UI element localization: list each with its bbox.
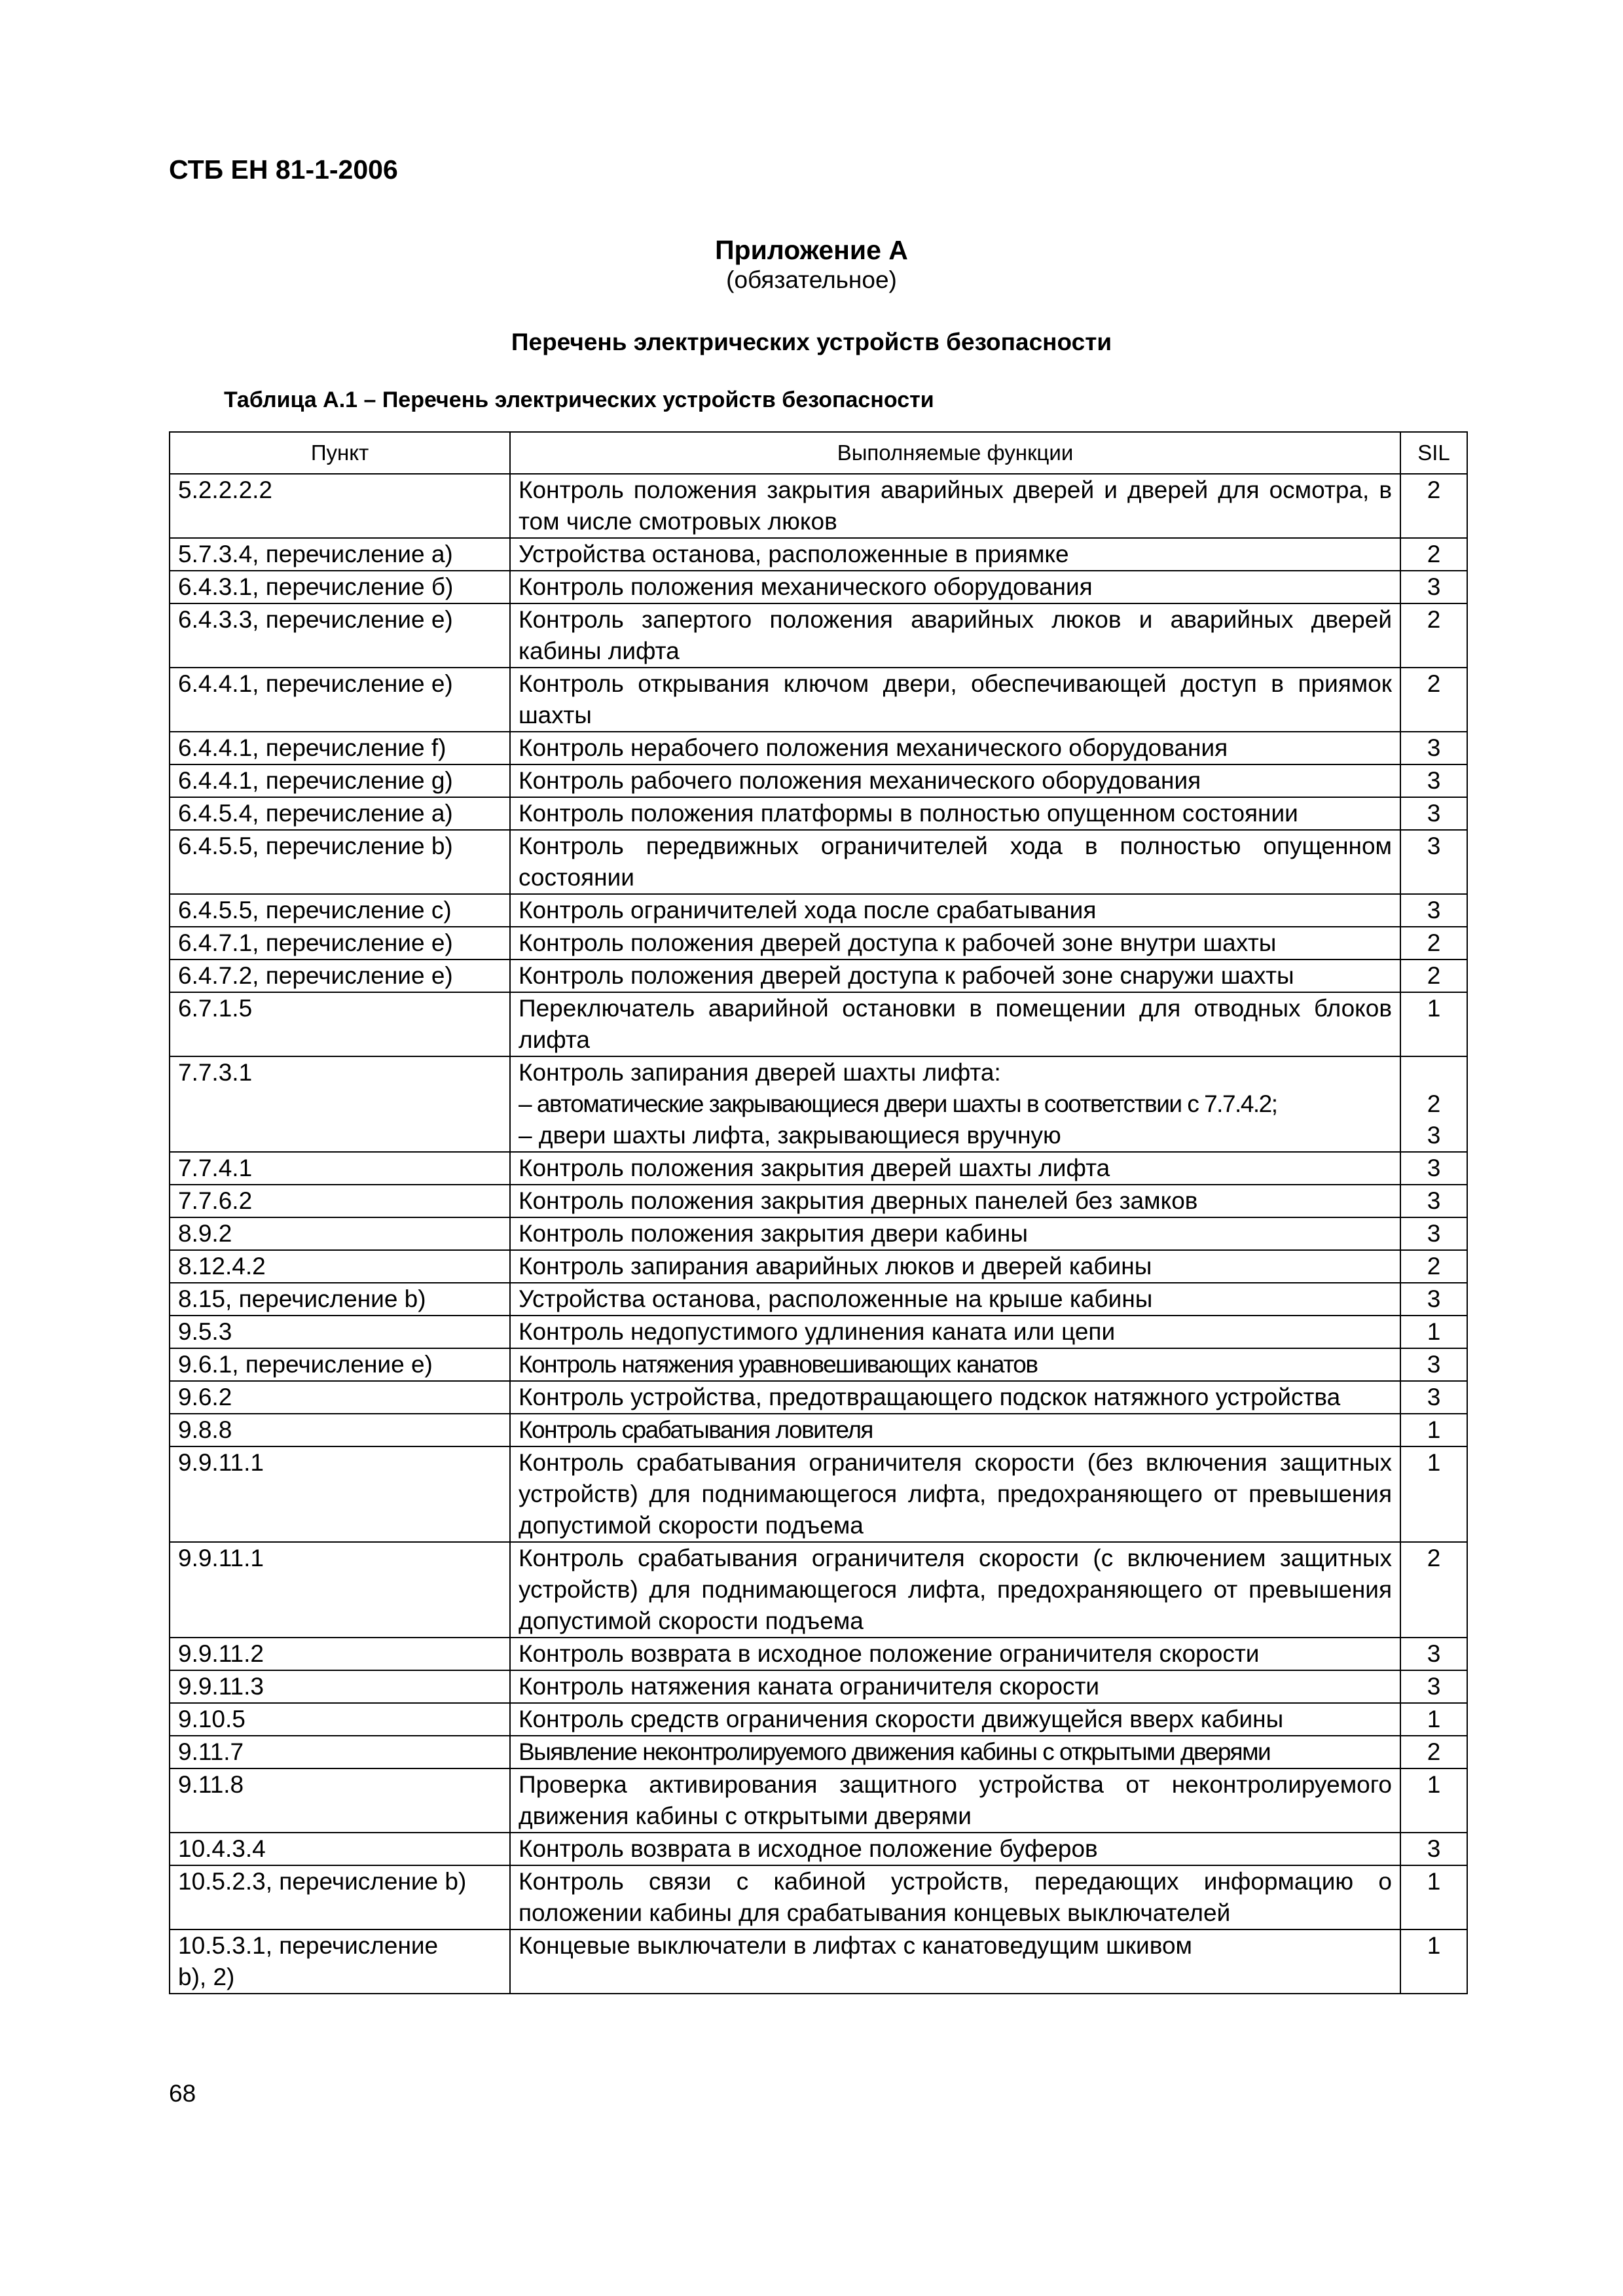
- table-row: [170, 1381, 1467, 1414]
- cell-sil: 3: [1400, 1638, 1467, 1670]
- cell-function: Контроль положения закрытия дверных панелей без замков: [510, 1185, 1400, 1217]
- cell-point: 9.9.11.2: [170, 1638, 510, 1670]
- cell-function: Концевые выключатели в лифтах с канатоведущим шкивом: [510, 1929, 1400, 1994]
- table-caption: Таблица А.1 – Перечень электрических устройств безопасности: [224, 387, 934, 412]
- cell-sil: 3: [1400, 894, 1467, 927]
- table-row: [170, 960, 1467, 992]
- table-row: [170, 1348, 1467, 1381]
- table-row: [170, 1283, 1467, 1316]
- cell-point: 8.9.2: [170, 1217, 510, 1250]
- cell-sil: 3: [1400, 764, 1467, 797]
- cell-function: Контроль возврата в исходное положение буферов: [510, 1833, 1400, 1865]
- cell-point: 10.4.3.4: [170, 1833, 510, 1865]
- page-number: 68: [169, 2080, 196, 2107]
- table-row: [170, 764, 1467, 797]
- table-row: [170, 1446, 1467, 1542]
- cell-sil: 2: [1400, 1250, 1467, 1283]
- table-row: [170, 894, 1467, 927]
- cell-function: Контроль недопустимого удлинения каната или цепи: [510, 1316, 1400, 1348]
- column-header-function: Выполняемые функции: [510, 432, 1400, 474]
- cell-sil: 2: [1400, 668, 1467, 732]
- cell-function: Контроль положения закрытия аварийных дверей и дверей для осмотра, в том числе смотровых люков: [510, 474, 1400, 538]
- cell-sil: 3: [1400, 1152, 1467, 1185]
- cell-point: 5.2.2.2.2: [170, 474, 510, 538]
- annex-title: Приложение А: [715, 235, 908, 265]
- cell-point: 6.4.3.1, перечисление б): [170, 571, 510, 603]
- cell-function-line: – автоматические закрывающиеся двери шахты в соответствии с 7.7.4.2;: [519, 1090, 1277, 1117]
- cell-sil: 1: [1400, 992, 1467, 1056]
- cell-point: 6.4.5.5, перечисление с): [170, 894, 510, 927]
- cell-function: Контроль срабатывания ограничителя скорости (с включением защитных устройств) для поднимающегося лифта, предохраняющего от превышения допустимой скорости подъема: [510, 1542, 1400, 1638]
- table-row: [170, 1638, 1467, 1670]
- cell-point-line: b), 2): [178, 1964, 235, 1990]
- cell-sil: 3: [1400, 1381, 1467, 1414]
- cell-sil: 2: [1400, 960, 1467, 992]
- table-row: [170, 1316, 1467, 1348]
- cell-sil: 2: [1400, 1542, 1467, 1638]
- safety-devices-table: [169, 431, 1468, 1994]
- table-row: [170, 1768, 1467, 1833]
- cell-sil: 1: [1400, 1414, 1467, 1446]
- table-row: [170, 1865, 1467, 1929]
- cell-point: 6.4.7.2, перечисление е): [170, 960, 510, 992]
- annex-subtitle: (обязательное): [726, 266, 897, 293]
- cell-point: 6.4.4.1, перечисление g): [170, 764, 510, 797]
- cell-function: [510, 1056, 1400, 1152]
- cell-sil: 3: [1400, 1670, 1467, 1703]
- cell-sil-line: 2: [1427, 1090, 1441, 1117]
- cell-point: 9.9.11.1: [170, 1446, 510, 1542]
- document-code: СТБ ЕН 81-1-2006: [169, 154, 398, 185]
- table-row: [170, 1414, 1467, 1446]
- table-row: [170, 1670, 1467, 1703]
- cell-point: 9.6.2: [170, 1381, 510, 1414]
- cell-function: Контроль положения механического оборудования: [510, 571, 1400, 603]
- cell-point: 6.4.5.4, перечисление а): [170, 797, 510, 830]
- table-row: [170, 732, 1467, 764]
- cell-function-line: Контроль запирания дверей шахты лифта:: [519, 1059, 1001, 1086]
- cell-function: Контроль положения дверей доступа к рабочей зоне внутри шахты: [510, 927, 1400, 960]
- cell-point: 9.11.7: [170, 1736, 510, 1768]
- table-row: [170, 830, 1467, 894]
- cell-function: Контроль передвижных ограничителей хода в полностью опущенном состоянии: [510, 830, 1400, 894]
- cell-point: 6.4.3.3, перечисление е): [170, 603, 510, 668]
- cell-sil: 2: [1400, 538, 1467, 571]
- cell-function: Контроль положения дверей доступа к рабочей зоне снаружи шахты: [510, 960, 1400, 992]
- cell-function: Контроль ограничителей хода после срабатывания: [510, 894, 1400, 927]
- cell-function: Выявление неконтролируемого движения кабины с открытыми дверями: [510, 1736, 1400, 1768]
- cell-function: Контроль средств ограничения скорости движущейся вверх кабины: [510, 1703, 1400, 1736]
- cell-sil: 1: [1400, 1316, 1467, 1348]
- cell-function: Устройства останова, расположенные в приямке: [510, 538, 1400, 571]
- table-row: [170, 668, 1467, 732]
- cell-function: Контроль запирания аварийных люков и дверей кабины: [510, 1250, 1400, 1283]
- table-row: [170, 1056, 1467, 1152]
- cell-function: Контроль срабатывания ловителя: [510, 1414, 1400, 1446]
- cell-sil: 1: [1400, 1703, 1467, 1736]
- cell-point-line: 10.5.3.1, перечисление: [178, 1932, 439, 1959]
- cell-point: 10.5.2.3, перечисление b): [170, 1865, 510, 1929]
- cell-function: Контроль устройства, предотвращающего подскок натяжного устройства: [510, 1381, 1400, 1414]
- table-row: [170, 992, 1467, 1056]
- cell-sil: 2: [1400, 603, 1467, 668]
- cell-function: Контроль открывания ключом двери, обеспечивающей доступ в приямок шахты: [510, 668, 1400, 732]
- table-row: [170, 1250, 1467, 1283]
- cell-function: Контроль возврата в исходное положение ограничителя скорости: [510, 1638, 1400, 1670]
- cell-point: 6.4.4.1, перечисление f): [170, 732, 510, 764]
- cell-point: 7.7.3.1: [170, 1056, 510, 1152]
- cell-sil: 1: [1400, 1768, 1467, 1833]
- table-row: [170, 1736, 1467, 1768]
- cell-point: 8.15, перечисление b): [170, 1283, 510, 1316]
- cell-function: Контроль положения закрытия двери кабины: [510, 1217, 1400, 1250]
- cell-function: Контроль натяжения уравновешивающих канатов: [510, 1348, 1400, 1381]
- column-header-sil: SIL: [1400, 432, 1467, 474]
- table-row: [170, 538, 1467, 571]
- table-row: [170, 603, 1467, 668]
- cell-point: 9.11.8: [170, 1768, 510, 1833]
- table-header-row: [170, 432, 1467, 474]
- cell-sil: 3: [1400, 830, 1467, 894]
- cell-point: 6.4.4.1, перечисление е): [170, 668, 510, 732]
- cell-function: Устройства останова, расположенные на крыше кабины: [510, 1283, 1400, 1316]
- table-body: [170, 474, 1467, 1994]
- table-row: [170, 797, 1467, 830]
- cell-sil: 3: [1400, 1348, 1467, 1381]
- cell-point: 8.12.4.2: [170, 1250, 510, 1283]
- table-row: [170, 1703, 1467, 1736]
- table-row: [170, 1833, 1467, 1865]
- cell-sil: 2: [1400, 474, 1467, 538]
- cell-function: Переключатель аварийной остановки в помещении для отводных блоков лифта: [510, 992, 1400, 1056]
- cell-point: 6.4.7.1, перечисление е): [170, 927, 510, 960]
- cell-sil: 2: [1400, 927, 1467, 960]
- cell-function: Контроль нерабочего положения механического оборудования: [510, 732, 1400, 764]
- cell-function: Контроль запертого положения аварийных люков и аварийных дверей кабины лифта: [510, 603, 1400, 668]
- list-title: Перечень электрических устройств безопасности: [511, 329, 1112, 355]
- cell-point: 9.9.11.3: [170, 1670, 510, 1703]
- cell-sil: 1: [1400, 1929, 1467, 1994]
- cell-point: 5.7.3.4, перечисление а): [170, 538, 510, 571]
- cell-sil-line: 3: [1427, 1122, 1441, 1149]
- cell-point: 9.5.3: [170, 1316, 510, 1348]
- column-header-point: Пункт: [170, 432, 510, 474]
- table-row: [170, 1185, 1467, 1217]
- table-row: [170, 1152, 1467, 1185]
- cell-function: Контроль натяжения каната ограничителя скорости: [510, 1670, 1400, 1703]
- table-row: [170, 1929, 1467, 1994]
- annex-heading: [0, 234, 1623, 295]
- cell-point: [170, 1929, 510, 1994]
- cell-function: Контроль рабочего положения механического оборудования: [510, 764, 1400, 797]
- cell-sil: 2: [1400, 1736, 1467, 1768]
- cell-sil: 3: [1400, 1217, 1467, 1250]
- cell-point: 7.7.4.1: [170, 1152, 510, 1185]
- cell-point: 9.8.8: [170, 1414, 510, 1446]
- cell-sil: 1: [1400, 1446, 1467, 1542]
- cell-point: 9.9.11.1: [170, 1542, 510, 1638]
- table-row: [170, 927, 1467, 960]
- cell-function: Контроль связи с кабиной устройств, передающих информацию о положении кабины для срабатывания концевых выключателей: [510, 1865, 1400, 1929]
- table-row: [170, 1542, 1467, 1638]
- cell-sil: 3: [1400, 732, 1467, 764]
- cell-sil: 3: [1400, 797, 1467, 830]
- cell-function: Проверка активирования защитного устройства от неконтролируемого движения кабины с открытыми дверями: [510, 1768, 1400, 1833]
- table-row: [170, 1217, 1467, 1250]
- cell-sil: 3: [1400, 1185, 1467, 1217]
- cell-sil: 1: [1400, 1865, 1467, 1929]
- table-row: [170, 571, 1467, 603]
- cell-point: 6.7.1.5: [170, 992, 510, 1056]
- cell-sil: 3: [1400, 1283, 1467, 1316]
- cell-function: Контроль срабатывания ограничителя скорости (без включения защитных устройств) для поднимающегося лифта, предохраняющего от превышения допустимой скорости подъема: [510, 1446, 1400, 1542]
- cell-point: 9.6.1, перечисление е): [170, 1348, 510, 1381]
- cell-sil: 3: [1400, 571, 1467, 603]
- cell-point: 7.7.6.2: [170, 1185, 510, 1217]
- cell-sil: 3: [1400, 1833, 1467, 1865]
- cell-point: 9.10.5: [170, 1703, 510, 1736]
- cell-function: Контроль положения закрытия дверей шахты лифта: [510, 1152, 1400, 1185]
- table-row: [170, 474, 1467, 538]
- cell-function: Контроль положения платформы в полностью опущенном состоянии: [510, 797, 1400, 830]
- cell-sil: [1400, 1056, 1467, 1152]
- cell-function-line: – двери шахты лифта, закрывающиеся вручную: [519, 1122, 1061, 1149]
- cell-point: 6.4.5.5, перечисление b): [170, 830, 510, 894]
